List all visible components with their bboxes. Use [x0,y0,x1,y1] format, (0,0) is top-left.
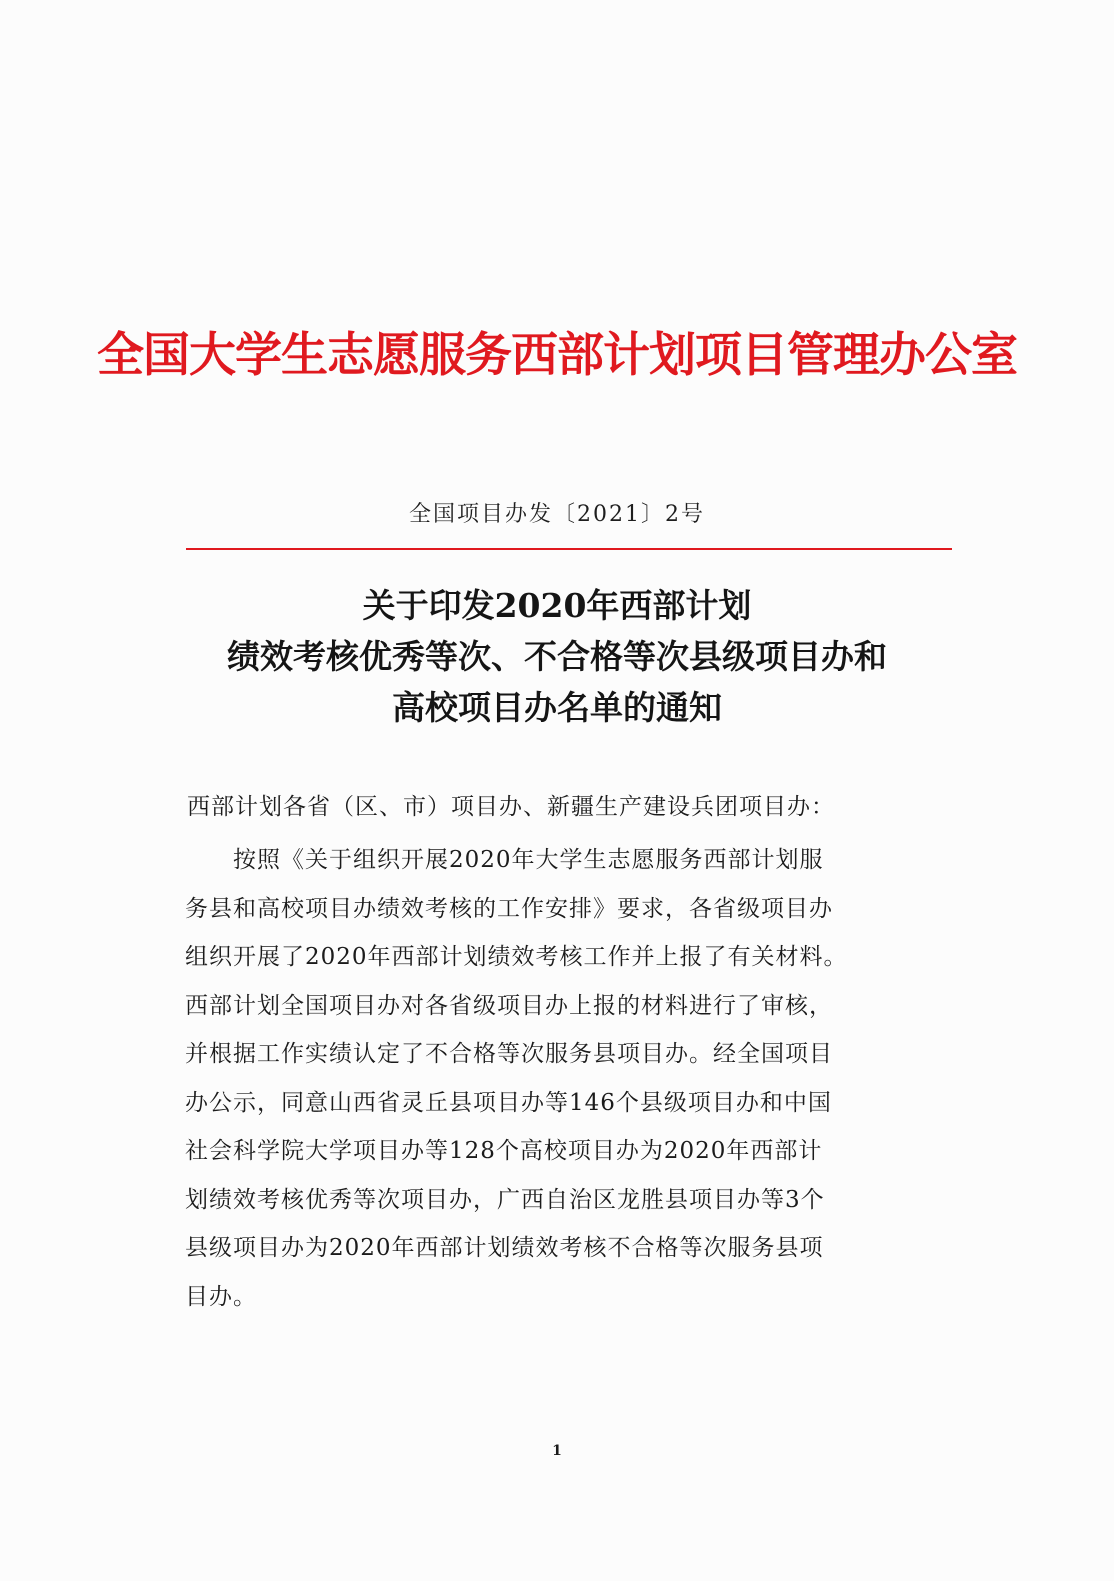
title-line-1: 关于印发2020年西部计划 [362,586,752,625]
issuer-header: 全国大学生志愿服务西部计划项目管理办公室 [97,328,1017,383]
body-line: 划绩效考核优秀等次项目办，广西自治区龙胜县项目办等3个 [185,1186,825,1213]
body-line: 组织开展了2020年西部计划绩效考核工作并上报了有关材料。 [185,944,848,970]
body-line: 并根据工作实绩认定了不合格等次服务县项目办。经全国项目 [185,1041,833,1067]
body-line: 县级项目办为2020年西部计划绩效考核不合格等次服务县项 [185,1235,824,1261]
body-line: 按照《关于组织开展2020年大学生志愿服务西部计划服 [185,847,824,873]
document-number: 全国项目办发〔2021〕2号 [409,502,705,527]
body-line: 目办。 [185,1283,257,1310]
document-title [0,580,1114,733]
page-number: 1 [552,1443,562,1459]
salutation: 西部计划各省（区、市）项目办、新疆生产建设兵团项目办： [187,794,835,820]
body-line: 西部计划全国项目办对各省级项目办上报的材料进行了审核， [185,992,833,1019]
title-line-2: 绩效考核优秀等次、不合格等次县级项目办和 [227,637,887,676]
body-line: 办公示，同意山西省灵丘县项目办等146个县级项目办和中国 [185,1089,832,1116]
body-line: 务县和高校项目办绩效考核的工作安排》要求，各省级项目办 [185,895,833,922]
red-divider [186,548,952,550]
body-paragraph [185,836,945,1321]
body-line: 社会科学院大学项目办等128个高校项目办为2020年西部计 [185,1138,823,1164]
title-line-3: 高校项目办名单的通知 [392,688,722,727]
